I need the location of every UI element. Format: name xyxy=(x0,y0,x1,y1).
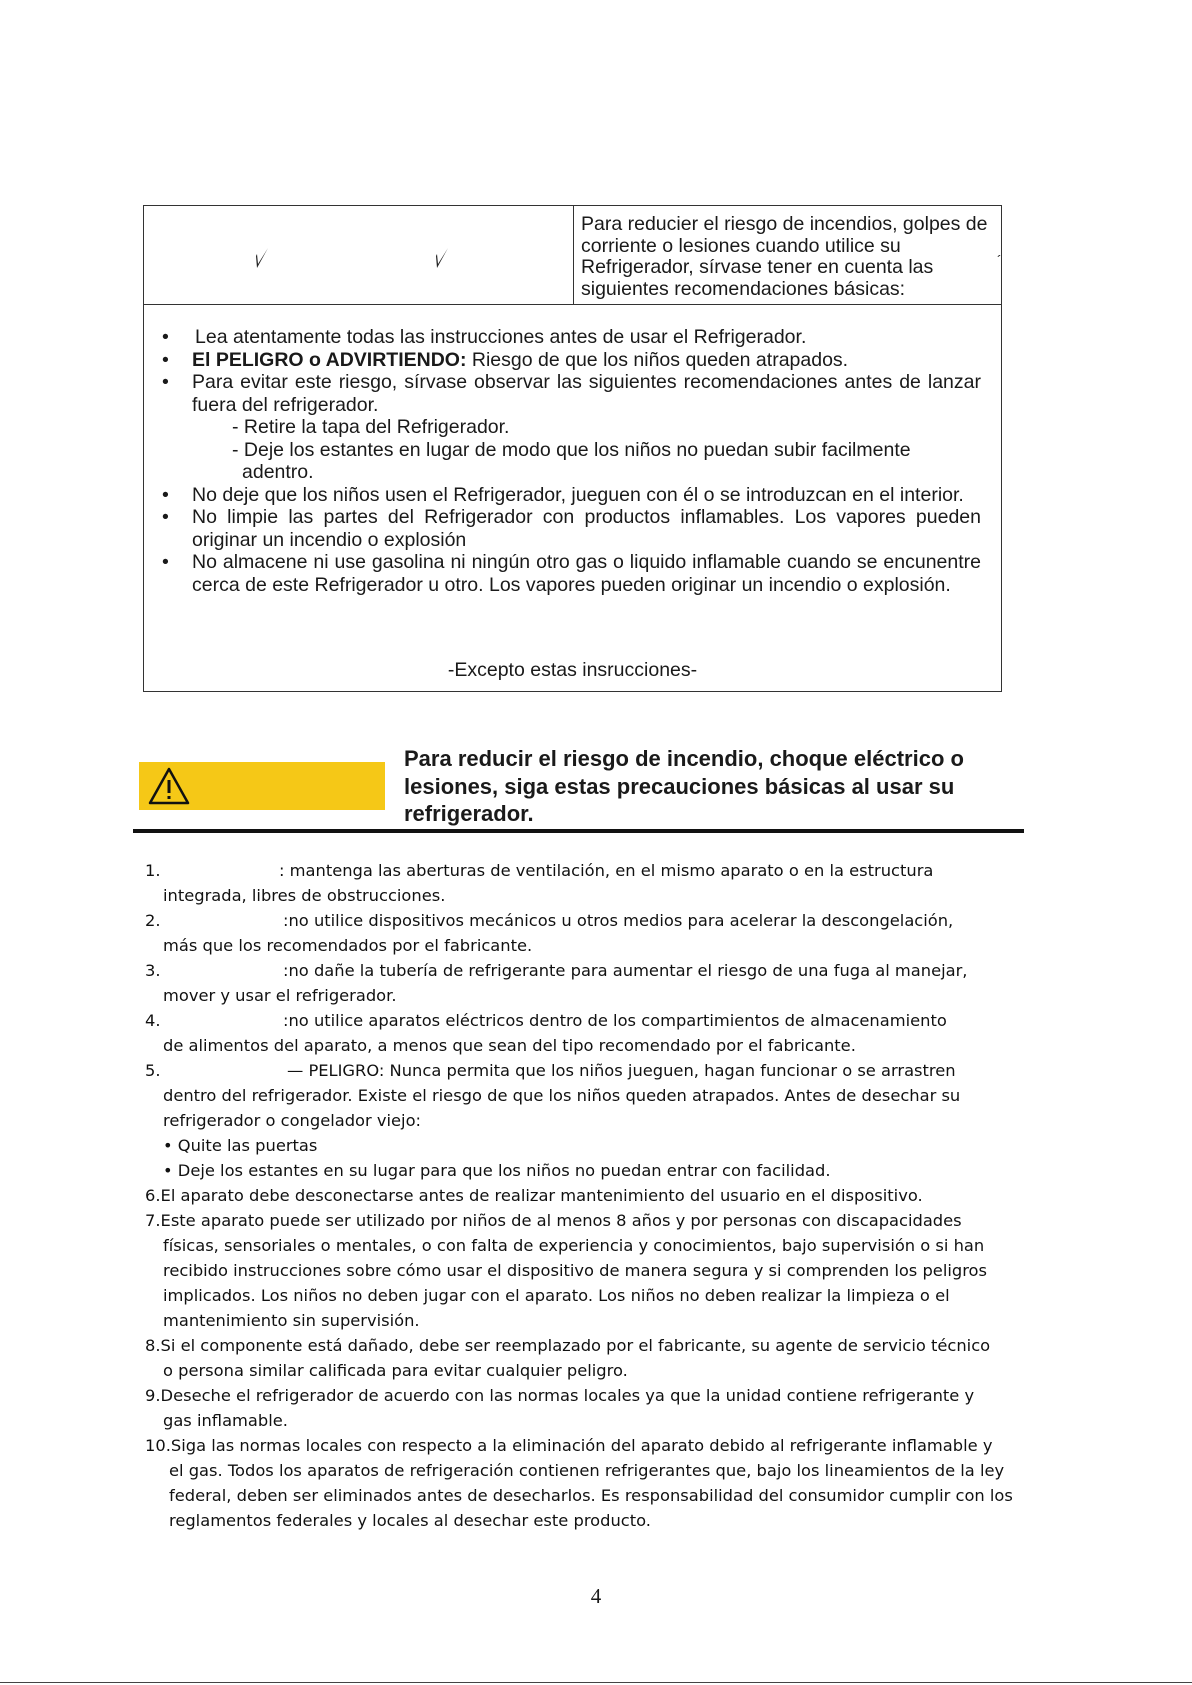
list-item-continuation: físicas, sensoriales o mentales, o con falta de experiencia y conocimientos, bajo supervisión o si han xyxy=(163,1236,985,1255)
page-number: 4 xyxy=(590,1584,602,1608)
lightning-bolt-icon xyxy=(244,246,270,278)
list-item: 10.Siga las normas locales con respecto a la eliminación del aparato debido al refrigerante inflamable y xyxy=(145,1436,993,1455)
list-item-continuation: el gas. Todos los aparatos de refrigeración contienen refrigerantes que, bajo los lineamientos de la ley xyxy=(169,1461,1005,1480)
list-item-continuation: o persona similar calificada para evitar cualquier peligro. xyxy=(163,1361,628,1380)
list-item: 9.Deseche el refrigerador de acuerdo con las normas locales ya que la unidad contiene refrigerante y xyxy=(145,1386,975,1405)
list-item: • No almacene ni use gasolina ni ningún otro gas o liquido inflamable cuando se encunentre cerca de este Refrigerador u otro. Los vapores pueden originar un incendio o explosión. xyxy=(162,551,981,596)
notice-intro-text: Para reducier el riesgo de incendios, golpes de corriente o lesiones cuando utilice su Refrigerador, sírvase tener en cuenta las siguientes recomendaciones básicas: xyxy=(581,213,988,300)
warning-triangle-icon xyxy=(147,766,191,806)
list-item-continuation: implicados. Los niños no deben jugar con el aparato. Los niños no deben realizar la limpieza o el xyxy=(163,1286,950,1305)
list-item-continuation: más que los recomendados por el fabricante. xyxy=(163,936,533,955)
list-item: 2. :no utilice dispositivos mecánicos u otros medios para acelerar la descongelación, xyxy=(145,911,954,930)
list-item: • No limpie las partes del Refrigerador con productos inflamables. Los vapores pueden originar un incendio o explosión xyxy=(162,506,981,551)
danger-label: El PELIGRO o ADVIRTIENDO: xyxy=(192,348,467,371)
list-item-continuation: integrada, libres de obstrucciones. xyxy=(163,886,446,905)
list-item-continuation: recibido instrucciones sobre cómo usar el dispositivo de manera segura y si comprenden los peligros xyxy=(163,1261,987,1280)
precautions-list xyxy=(145,858,1045,1533)
margin-mark: ´ xyxy=(997,252,1002,268)
list-item: 4. :no utilice aparatos eléctricos dentro de los compartimientos de almacenamiento xyxy=(145,1011,947,1030)
divider xyxy=(133,829,1024,833)
sub-item-continuation: adentro. xyxy=(242,461,314,483)
list-item: • El PELIGRO o ADVIRTIENDO: Riesgo de que los niños queden atrapados. xyxy=(162,348,849,371)
list-item-continuation: de alimentos del aparato, a menos que sean del tipo recomendado por el fabricante. xyxy=(163,1036,856,1055)
list-item-bullet: • Deje los estantes en su lugar para que los niños no puedan entrar con facilidad. xyxy=(163,1161,831,1180)
caution-heading: Para reducir el riesgo de incendio, choque eléctrico o lesiones, siga estas precauciones básicas al usar su refrigerador. xyxy=(404,746,964,826)
list-item-continuation: dentro del refrigerador. Existe el riesgo de que los niños queden atrapados. Antes de desechar su xyxy=(163,1086,961,1105)
list-item-continuation: mantenimiento sin supervisión. xyxy=(163,1311,420,1330)
list-item: 8.Si el componente está dañado, debe ser reemplazado por el fabricante, su agente de servicio técnico xyxy=(145,1336,991,1355)
list-item-continuation: federal, deben ser eliminados antes de desecharlos. Es responsabilidad del consumidor cumplir con los xyxy=(169,1486,1013,1505)
caution-banner xyxy=(139,762,385,810)
sub-item: - Deje los estantes en lugar de modo que los niños no puedan subir facilmente xyxy=(232,438,911,461)
list-item-continuation: refrigerador o congelador viejo: xyxy=(163,1111,422,1130)
list-item: 6.El aparato debe desconectarse antes de realizar mantenimiento del usuario en el dispositivo. xyxy=(145,1186,923,1205)
safety-notice-box xyxy=(143,205,1002,692)
notice-list xyxy=(162,326,981,596)
list-item-continuation: gas inflamable. xyxy=(163,1411,288,1430)
notice-footer: -Excepto estas insrucciones- xyxy=(447,659,698,681)
list-item: 1. : mantenga las aberturas de ventilación, en el mismo aparato o en la estructura xyxy=(145,861,934,880)
sub-item: - Retire la tapa del Refrigerador. xyxy=(232,416,510,438)
list-item: 5. — PELIGRO: Nunca permita que los niños jueguen, hagan funcionar o se arrastren xyxy=(145,1061,956,1080)
list-item-continuation: reglamentos federales y locales al desechar este producto. xyxy=(169,1511,651,1530)
notice-box-header-icons xyxy=(144,206,574,304)
list-item-continuation: mover y usar el refrigerador. xyxy=(163,986,397,1005)
list-item-bullet: • Quite las puertas xyxy=(163,1136,318,1155)
lightning-bolt-icon xyxy=(424,246,450,278)
notice-box-header xyxy=(144,206,1001,305)
page-bottom-rule xyxy=(0,1682,1192,1683)
list-item: • Lea atentamente todas las instrucciones antes de usar el Refrigerador. xyxy=(162,326,807,348)
list-item: • Para evitar este riesgo, sírvase observar las siguientes recomendaciones antes de lanzar fuera del refrigerador. xyxy=(162,371,981,416)
list-item: • No deje que los niños usen el Refrigerador, jueguen con él o se introduzcan en el interior. xyxy=(162,483,964,506)
list-item: 3. :no dañe la tubería de refrigerante para aumentar el riesgo de una fuga al manejar, xyxy=(145,961,968,980)
list-item: 7.Este aparato puede ser utilizado por niños de al menos 8 años y por personas con discapacidades xyxy=(145,1211,962,1230)
